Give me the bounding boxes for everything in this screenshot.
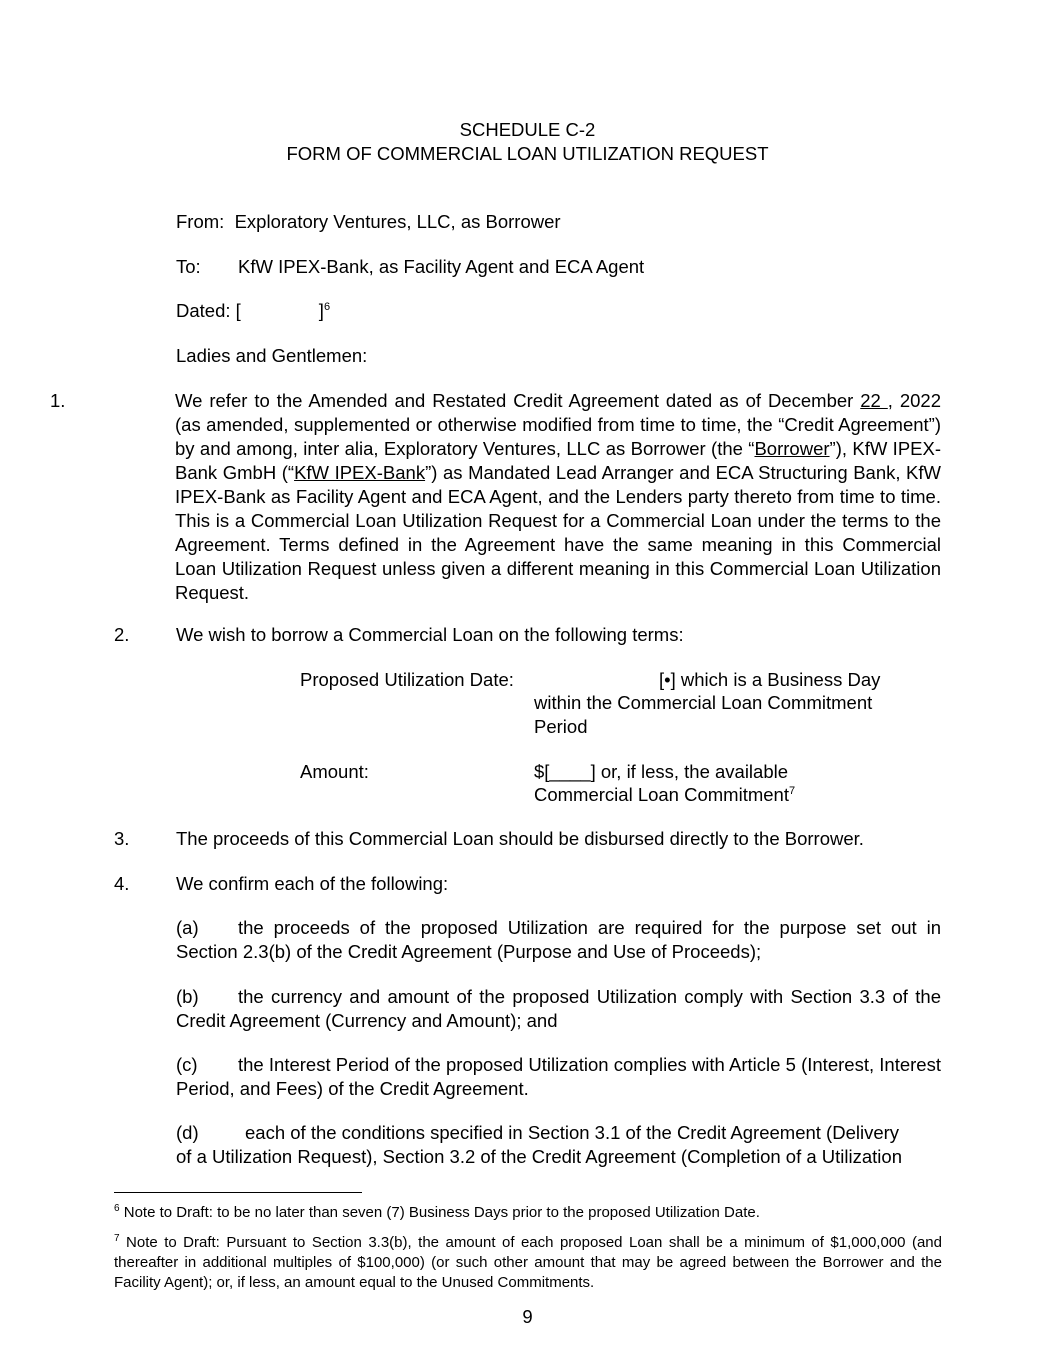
utilization-date-value-3: Period [534,716,588,737]
clause-d-label: (d) [176,1122,199,1143]
section-1-paragraph [175,389,941,605]
section-1-number: 1. [50,390,66,411]
footnote-7-number: 7 [114,1233,120,1244]
salutation: Ladies and Gentlemen: [176,345,368,366]
section-3-number: 3. [114,828,130,849]
clause-a-text: the proceeds of the proposed Utilization are required for the purpose set out in Section 2.3(b) of the Credit Agreement (Purpose and Use of Proceeds); [176,917,941,962]
s1-text-4: ”) as Mandated Lead Arranger and ECA Structuring Bank, KfW IPEX-Bank as Facility Agent and ECA Agent, and the Lenders party thereto from time to time. This is a Commercial Loan Utilization Request for a Commercial Loan under the terms to the Agreement. Terms defined in the Agreement have the same meaning in this Commercial Loan Utilization Request unless given a different meaning in this Commercial Loan Utilization Request. [175,462,941,603]
clause-c [176,1053,941,1101]
schedule-heading: SCHEDULE C-2 [459,119,596,140]
clause-a-label: (a) [176,917,199,938]
clause-d-text-2: of a Utilization Request), Section 3.2 of the Credit Agreement (Completion of a Utilization [176,1146,902,1167]
section-4-number: 4. [114,873,130,894]
from-line [176,210,561,234]
utilization-date-value-2: within the Commercial Loan Commitment [534,692,873,713]
to-value: KfW IPEX-Bank, as Facility Agent and ECA Agent [238,256,645,277]
s1-text-2: , 2022 (as amended, supplemented or otherwise modified from time to time, the “Credit Agreement”) by and among, inter alia, Exploratory Ventures, LLC as Borrower (the “ [175,390,941,459]
footnote-ref-6: 6 [323,301,331,313]
clause-b-label: (b) [176,986,199,1007]
footnote-separator [114,1192,362,1193]
utilization-date-value-1: [•] which is a Business Day [659,669,881,690]
clause-c-text: the Interest Period of the proposed Utilization complies with Article 5 (Interest, Interest Period, and Fees) of the Credit Agreement. [176,1054,941,1099]
from-value: Exploratory Ventures, LLC, as Borrower [234,211,561,232]
to-label: To: [176,256,201,277]
footnote-6 [114,1203,942,1223]
from-label: From: [176,211,225,232]
page-number: 9 [522,1306,533,1327]
s1-text-3: ”), KfW IPEX-Bank GmbH (“ [175,438,942,483]
dated-line [176,299,330,323]
section-3-text: The proceeds of this Commercial Loan should be disbursed directly to the Borrower. [176,828,864,849]
clause-d-text-1: each of the conditions specified in Section 3.1 of the Credit Agreement (Delivery [245,1122,900,1143]
footnote-6-text: Note to Draft: to be no later than seven (7) Business Days prior to the proposed Utilization Date. [119,1204,760,1221]
section-2-text: We wish to borrow a Commercial Loan on the following terms: [176,624,684,645]
amount-label: Amount: [300,761,369,782]
clause-c-label: (c) [176,1054,198,1075]
section-4-text: We confirm each of the following: [176,873,449,894]
agreement-day: 22 [860,390,888,411]
amount-value-2-text: Commercial Loan Commitment [534,784,789,805]
clause-b [176,985,941,1033]
s1-text-1: We refer to the Amended and Restated Credit Agreement dated as of December [175,390,861,411]
amount-value-1: $[____] or, if less, the available [534,761,789,782]
footnote-7 [114,1233,942,1293]
clause-b-text: the currency and amount of the proposed Utilization comply with Section 3.3 of the Credit Agreement (Currency and Amount); and [176,986,941,1031]
dated-close: ] [318,300,324,321]
kfw-term: KfW IPEX-Bank [294,462,426,483]
footnote-ref-7: 7 [788,785,796,797]
footnote-6-number: 6 [114,1203,120,1214]
clause-a [176,916,941,964]
page-title: FORM OF COMMERCIAL LOAN UTILIZATION REQUEST [286,143,769,164]
dated-label: Dated: [ [176,300,241,321]
borrower-term: Borrower [754,438,830,459]
section-2-number: 2. [114,624,130,645]
utilization-date-label: Proposed Utilization Date: [300,669,514,690]
footnote-7-text: Note to Draft: Pursuant to Section 3.3(b), the amount of each proposed Loan shall be a minimum of $1,000,000 (and thereafter in additional multiples of $100,000) (or such other amount that may be agreed between the Borrower and the Facility Agent); or, if less, an amount equal to the Unused Commitments. [114,1234,942,1291]
amount-value-2 [534,783,795,807]
